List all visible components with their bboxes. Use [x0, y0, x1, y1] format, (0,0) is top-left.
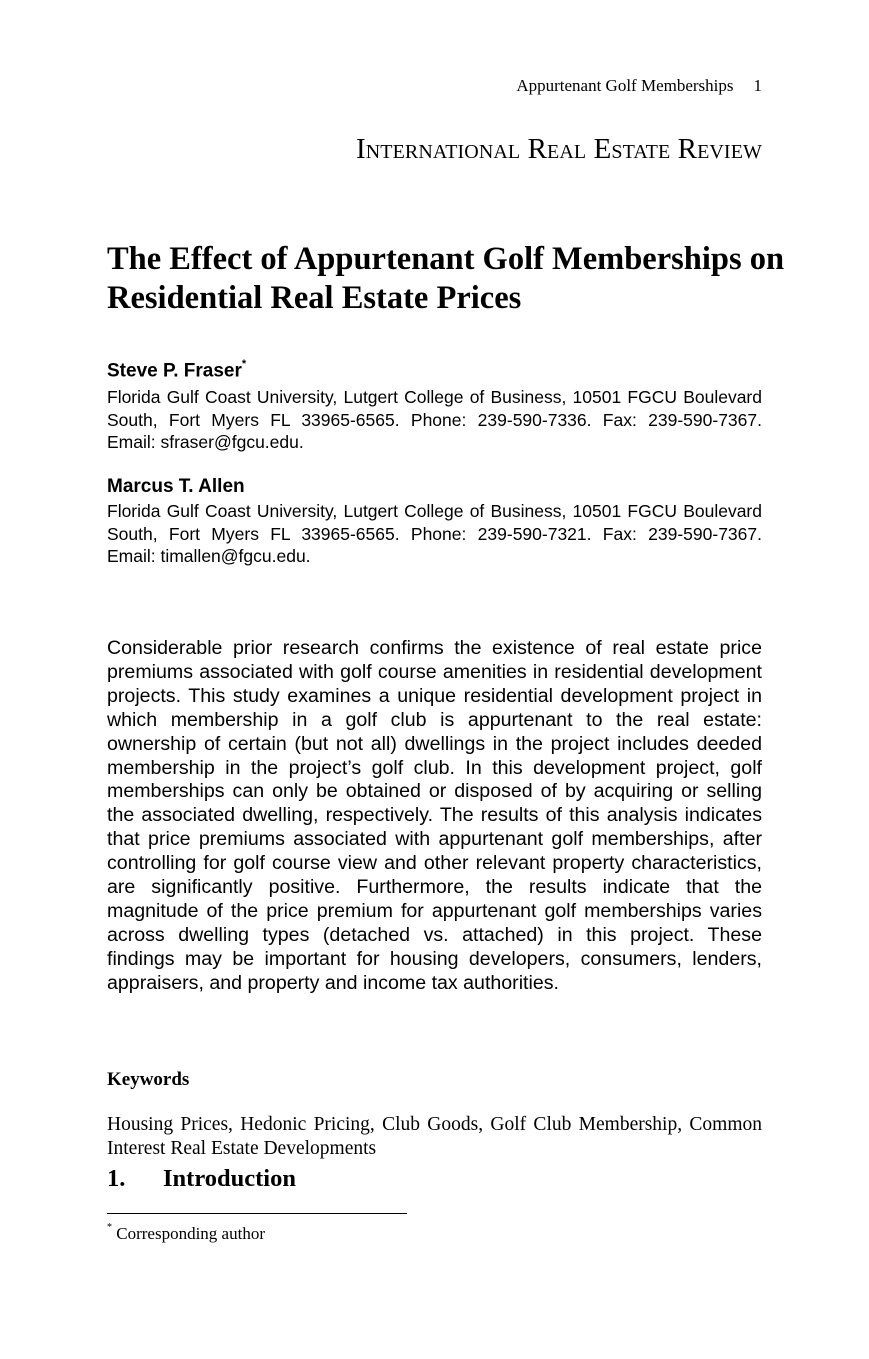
footnote: [107, 1224, 265, 1244]
page-number: 1: [753, 76, 762, 95]
footnote-divider: [107, 1213, 407, 1214]
paper-title: The Effect of Appurtenant Golf Memberships on Residential Real Estate Prices: [107, 241, 785, 316]
author-affiliation-1: Florida Gulf Coast University, Lutgert College of Business, 10501 FGCU Boulevard South, Fort Myers FL 33965-6565. Phone: 239-590-7336. Fax: 239-590-7367. Email: sfraser@fgcu.edu.: [107, 387, 762, 452]
keywords-heading: Keywords: [107, 1069, 190, 1090]
author-name-2: [107, 476, 245, 498]
section-title: Introduction: [163, 1165, 296, 1192]
author-affiliation-2: Florida Gulf Coast University, Lutgert College of Business, 10501 FGCU Boulevard South, Fort Myers FL 33965-6565. Phone: 239-590-7321. Fax: 239-590-7367. Email: timallen@fgcu.edu.: [107, 501, 762, 566]
section-heading-introduction: [107, 1165, 296, 1193]
section-number: 1.: [107, 1165, 126, 1192]
author-name-text: Steve P. Fraser: [107, 360, 242, 382]
keywords-text: Housing Prices, Hedonic Pricing, Club Goods, Golf Club Membership, Common Interest Real Estate Developments: [107, 1114, 762, 1159]
running-head-title: Appurtenant Golf Memberships: [516, 76, 734, 95]
footnote-marker: *: [107, 1222, 112, 1234]
corresponding-marker: *: [241, 358, 247, 370]
abstract: Considerable prior research confirms the existence of real estate price premiums associated with golf course amenities in residential development projects. This study examines a unique residential development project in which membership in a golf club is appurtenant to the real estate: ownership of certain (but not all) dwellings in the project includes deeded membership in the project’s golf club. In this development project, golf memberships can only be obtained or disposed of by acquiring or selling the associated dwelling, respectively. The results of this analysis indicates that price premiums associated with appurtenant golf memberships, after controlling for golf course view and other relevant property characteristics, are significantly positive. Furthermore, the results indicate that the magnitude of the price premium for appurtenant golf memberships varies across dwelling types (detached vs. attached) in this project. These findings may be important for housing developers, consumers, lenders, appraisers, and property and income tax authorities.: [107, 637, 762, 994]
author-name-text: Marcus T. Allen: [107, 476, 245, 497]
footnote-text: Corresponding author: [116, 1224, 265, 1243]
running-head: [516, 76, 762, 96]
author-name-1: [107, 360, 246, 382]
journal-name: International Real Estate Review: [355, 133, 762, 165]
